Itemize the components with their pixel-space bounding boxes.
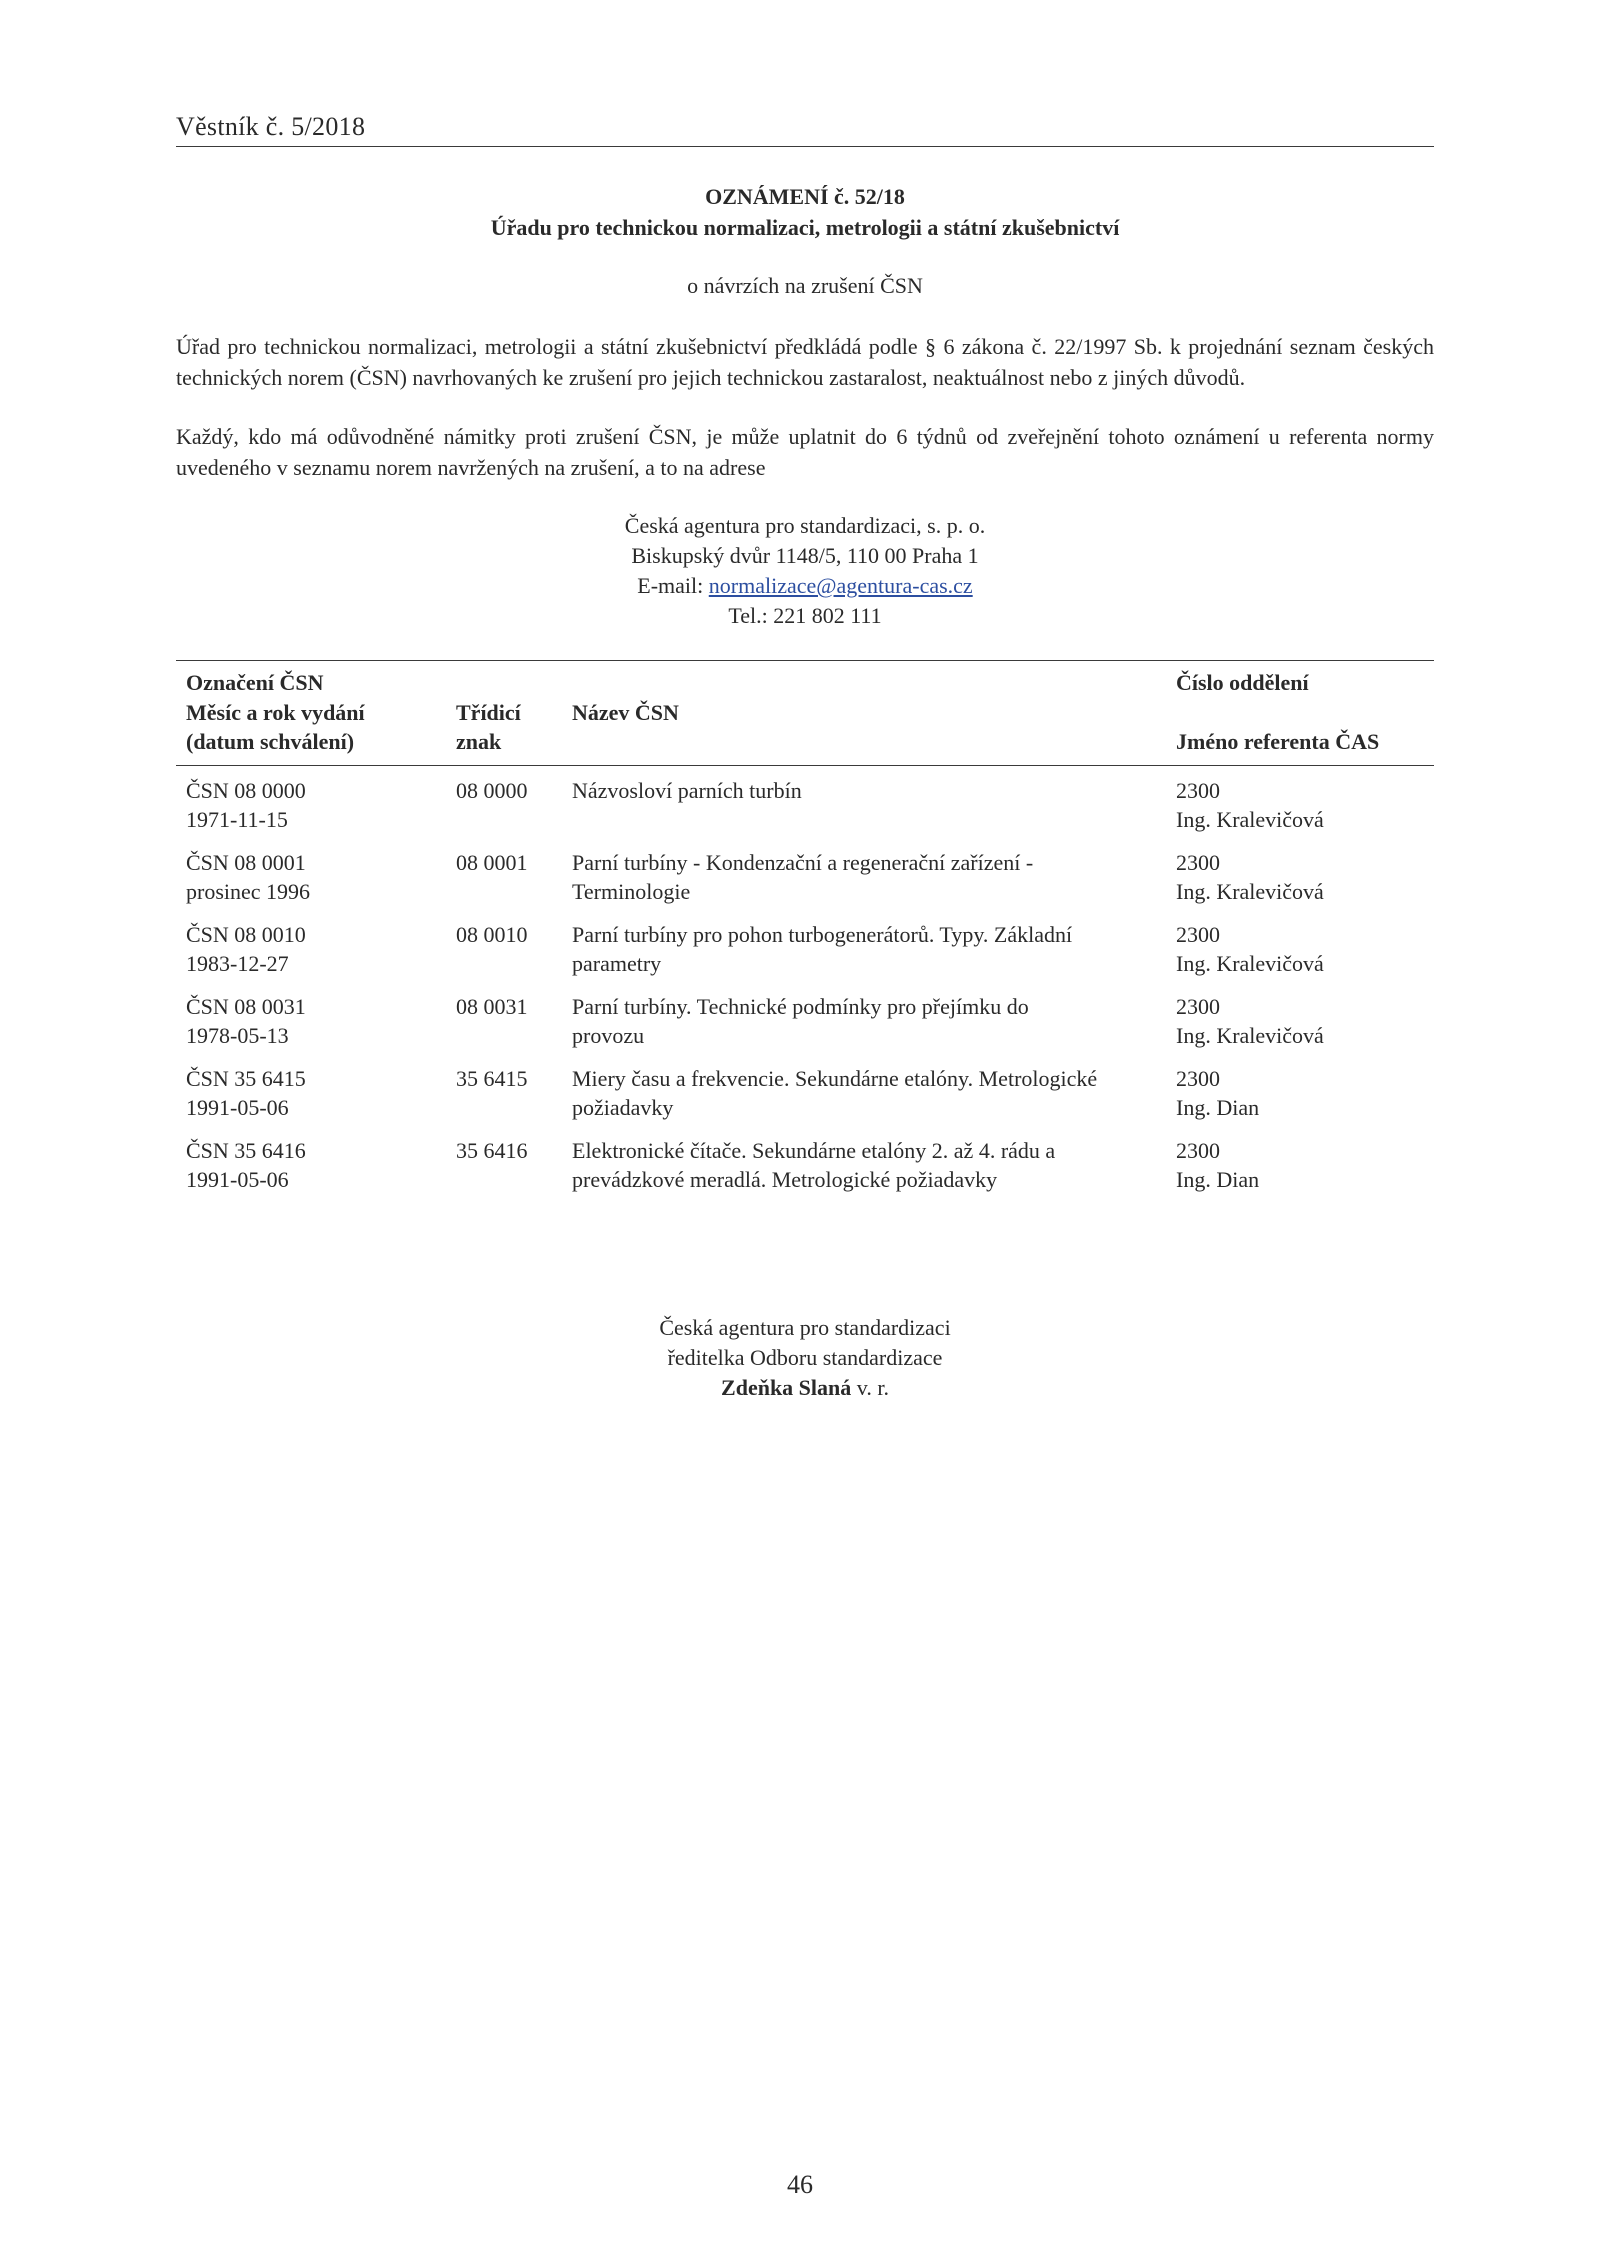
csn-designation: ČSN 35 6416 [186, 1138, 306, 1163]
standard-name-cont: prevádzkové meradlá. Metrologické požiadavky [572, 1167, 998, 1192]
signature-role: ředitelka Odboru standardizace [667, 1345, 943, 1370]
referent-name: Ing. Kralevičová [1176, 951, 1324, 976]
standard-name-cont: požiadavky [572, 1095, 674, 1120]
signature-block [176, 1313, 1434, 1403]
referent-name: Ing. Kralevičová [1176, 1023, 1324, 1048]
header-designation: Označení ČSN [186, 670, 324, 695]
department-number: 2300 [1176, 1138, 1220, 1163]
journal-header: Věstník č. 5/2018 [176, 112, 366, 141]
address-block [176, 511, 1434, 631]
standard-name: Elektronické čítače. Sekundárne etalóny 2. až 4. rádu a [572, 1138, 1056, 1163]
header-standard-name: Název ČSN [572, 700, 679, 725]
referent-name: Ing. Dian [1176, 1095, 1260, 1120]
table-header-rule [176, 765, 1434, 766]
department-number: 2300 [1176, 994, 1220, 1019]
department-number: 2300 [1176, 922, 1220, 947]
header-referent: Jméno referenta ČAS [1176, 729, 1380, 754]
header-class-code-1: Třídicí [456, 700, 521, 725]
class-code: 08 0001 [456, 850, 528, 875]
standard-name: Miery času a frekvencie. Sekundárne etalóny. Metrologické [572, 1066, 1098, 1091]
department-number: 2300 [1176, 850, 1220, 875]
header-class-code-2: znak [456, 729, 502, 754]
class-code: 35 6416 [456, 1138, 528, 1163]
csn-designation: ČSN 08 0031 [186, 994, 306, 1019]
phone-line: Tel.: 221 802 111 [728, 603, 882, 628]
table-row [0, 1136, 1600, 1206]
class-code: 08 0010 [456, 922, 528, 947]
email-line [176, 571, 1434, 601]
csn-designation: ČSN 08 0000 [186, 778, 306, 803]
issue-date: 1971-11-15 [186, 807, 288, 832]
standard-name-cont: Terminologie [572, 879, 691, 904]
table-row [0, 848, 1600, 918]
issue-date: 1991-05-06 [186, 1167, 289, 1192]
signatory-name: Zdeňka Slaná [721, 1375, 852, 1400]
referent-name: Ing. Dian [1176, 1167, 1260, 1192]
signature-agency: Česká agentura pro standardizaci [659, 1315, 951, 1340]
table-top-rule [176, 660, 1434, 661]
standard-name: Názvosloví parních turbín [572, 778, 802, 803]
standard-name-cont: provozu [572, 1023, 645, 1048]
issue-date: 1978-05-13 [186, 1023, 289, 1048]
standard-name: Parní turbíny. Technické podmínky pro přejímku do [572, 994, 1029, 1019]
department-number: 2300 [1176, 1066, 1220, 1091]
header-department: Číslo oddělení [1176, 670, 1309, 695]
header-approval-date: (datum schválení) [186, 729, 355, 754]
table-row [0, 920, 1600, 990]
class-code: 08 0031 [456, 994, 528, 1019]
csn-designation: ČSN 35 6415 [186, 1066, 306, 1091]
class-code: 35 6415 [456, 1066, 528, 1091]
table-row [0, 776, 1600, 846]
header-issue-date: Měsíc a rok vydání [186, 700, 365, 725]
standard-name: Parní turbíny pro pohon turbogenerátorů. Typy. Základní [572, 922, 1073, 947]
page-number: 46 [787, 2170, 813, 2199]
signature-line [176, 1373, 1434, 1403]
standard-name-cont: parametry [572, 951, 662, 976]
issue-date: 1991-05-06 [186, 1095, 289, 1120]
agency-name: Česká agentura pro standardizaci, s. p. o. [624, 513, 986, 538]
header-divider [176, 146, 1434, 147]
issue-date: prosinec 1996 [186, 879, 311, 904]
standard-name: Parní turbíny - Kondenzační a regenerační zařízení - [572, 850, 1034, 875]
referent-name: Ing. Kralevičová [1176, 879, 1324, 904]
issuing-authority: Úřadu pro technickou normalizaci, metrologii a státní zkušebnictví [490, 215, 1120, 240]
signature-suffix: v. r. [851, 1375, 889, 1400]
email-prefix: E-mail: [637, 573, 709, 598]
announcement-number: OZNÁMENÍ č. 52/18 [705, 184, 905, 209]
issue-date: 1983-12-27 [186, 951, 289, 976]
objection-paragraph: Každý, kdo má odůvodněné námitky proti zrušení ČSN, je může uplatnit do 6 týdnů od zveřejnění tohoto oznámení u referenta normy uvedeného v seznamu norem navržených na zrušení, a to na adrese [176, 424, 1434, 480]
table-row [0, 1064, 1600, 1134]
table-row [0, 992, 1600, 1062]
intro-paragraph: Úřad pro technickou normalizaci, metrologii a státní zkušebnictví předkládá podle § 6 zákona č. 22/1997 Sb. k projednání seznam českých technických norem (ČSN) navrhovaných ke zrušení pro jejich technickou zastaralost, neaktuálnost nebo z jiných důvodů. [176, 334, 1434, 390]
department-number: 2300 [1176, 778, 1220, 803]
email-link[interactable]: normalizace@agentura-cas.cz [708, 573, 973, 598]
csn-designation: ČSN 08 0010 [186, 922, 306, 947]
street-address: Biskupský dvůr 1148/5, 110 00 Praha 1 [631, 543, 979, 568]
referent-name: Ing. Kralevičová [1176, 807, 1324, 832]
class-code: 08 0000 [456, 778, 528, 803]
csn-designation: ČSN 08 0001 [186, 850, 306, 875]
announcement-subject: o návrzích na zrušení ČSN [687, 273, 923, 298]
